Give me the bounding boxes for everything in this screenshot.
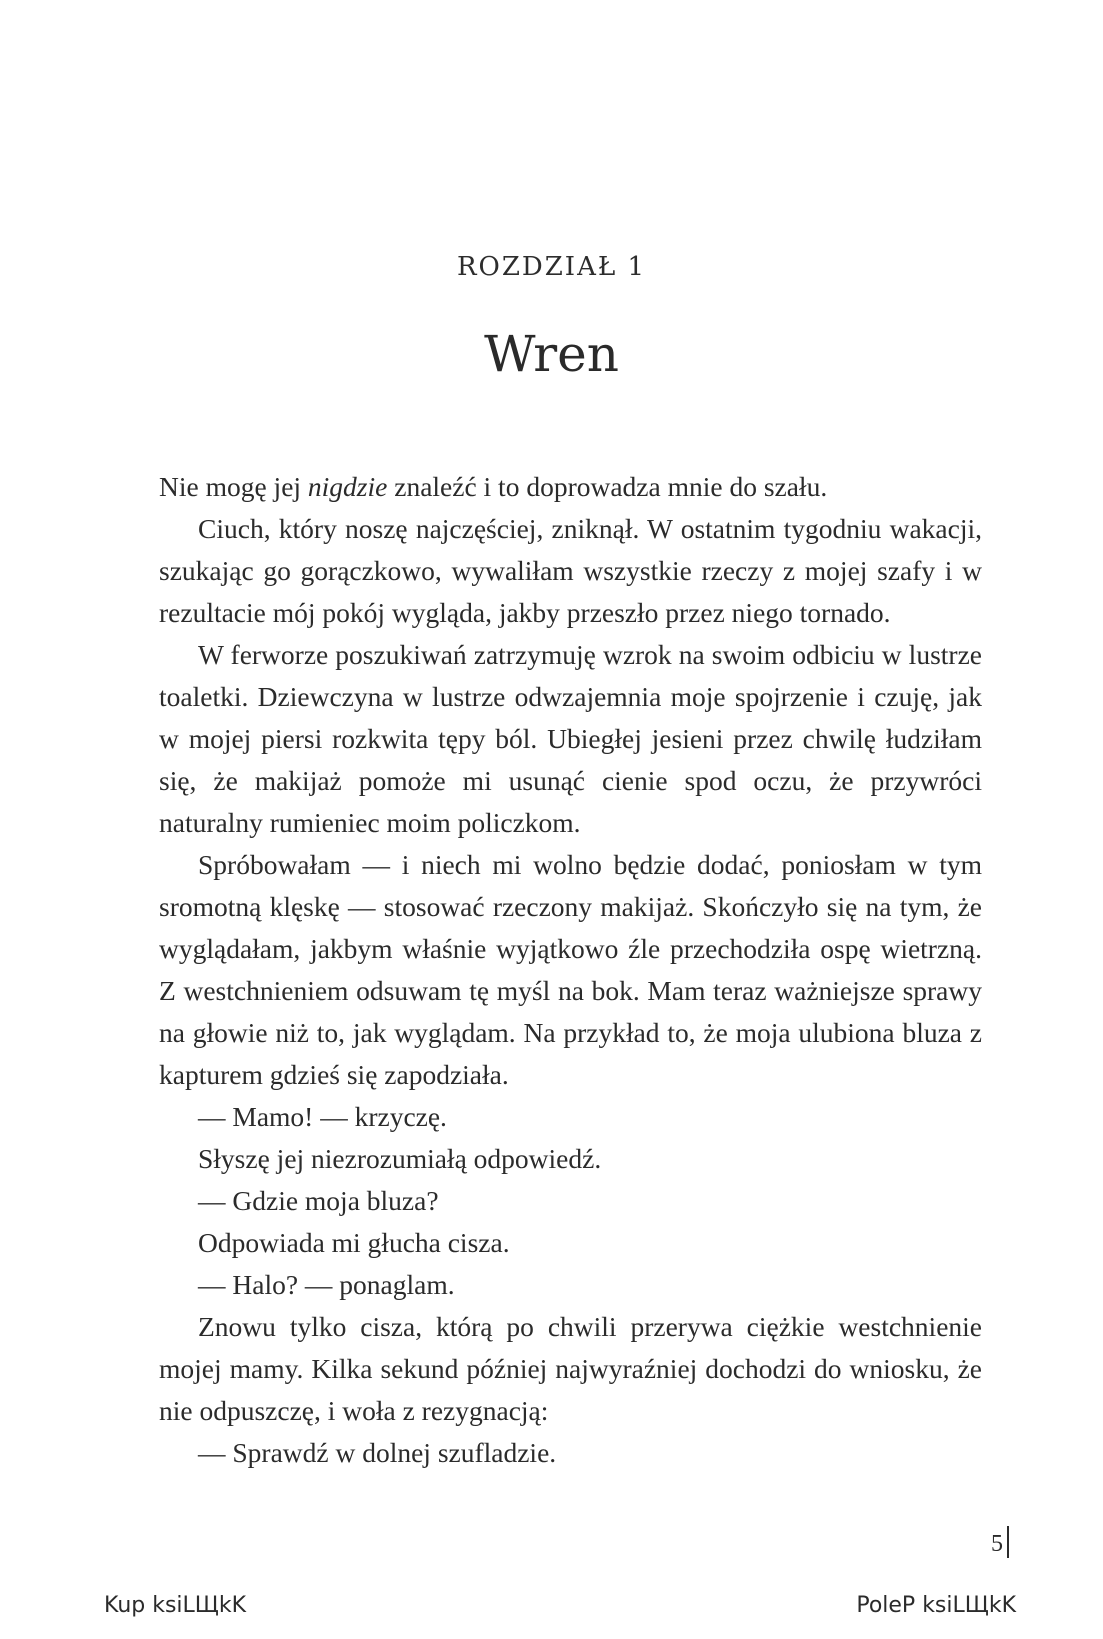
dialogue-line-2: — Gdzie moja bluza? [198, 1185, 439, 1216]
chapter-title: Wren [484, 325, 619, 383]
dialogue-line-1: — Mamo! — krzyczę. [198, 1101, 447, 1132]
paragraph-5: Słyszę jej niezrozumiałą odpowiedź. [198, 1143, 602, 1174]
paragraph-1-emphasis: nigdzie [307, 471, 388, 502]
paragraph-1-end: znaleźć i to doprowadza mnie do szału. [387, 471, 828, 502]
page-number-rule [1007, 1526, 1009, 1558]
paragraph-3: W ferworze poszukiwań zatrzymuję wzrok na swoim odbiciu w lustrze toaletki. Dziewczyna w lustrze odwzajemnia moje spojrzenie i czuję, jak w mojej piersi rozkwita tępy ból. Ubiegłej jesieni przez chwilę łudziłam się, że makijaż pomoże mi usunąć cienie spod oczu, że przywróci naturalny rumieniec moim policzkom. [159, 639, 982, 838]
dialogue-line-3: — Halo? — ponaglam. [198, 1269, 455, 1300]
chapter-body [159, 466, 982, 1474]
paragraph-2: Ciuch, który noszę najczęściej, zniknął. W ostatnim tygodniu wakacji, szukając go gorączkowo, wywaliłam wszystkie rzeczy z mojej szafy i w rezultacie mój pokój wygląda, jakby przeszło przez niego tornado. [159, 513, 982, 628]
paragraph-1 [159, 466, 982, 508]
paragraph-4: Spróbowałam — i niech mi wolno będzie dodać, poniosłam w tym sromotną klęskę — stosować rzeczony makijaż. Skończyło się na tym, że wyglądałam, jakbym właśnie wyjątkowo źle przechodziła ospę wietrzną. Z westchnieniem odsuwam tę myśl na bok. Mam teraz ważniejsze sprawy na głowie niż to, jak wyglądam. Na przykład to, że moja ulubiona bluza z kapturem gdzieś się zapodziała. [159, 849, 982, 1090]
page-number: 5 [991, 1531, 1003, 1557]
paragraph-1-start: Nie mogę jej [159, 471, 308, 502]
recommend-book-link[interactable]: PoleP ksiLЩkK [856, 1593, 1016, 1618]
paragraph-7: Znowu tylko cisza, którą po chwili przerywa ciężkie westchnienie mojej mamy. Kilka sekund później najwyraźniej dochodzi do wniosku, że nie odpuszczę, i woła z rezygnacją: [159, 1311, 982, 1426]
chapter-label: ROZDZIAŁ 1 [456, 252, 647, 282]
dialogue-line-4: — Sprawdź w dolnej szufladzie. [198, 1437, 557, 1468]
paragraph-6: Odpowiada mi głucha cisza. [198, 1227, 510, 1258]
buy-book-link[interactable]: Kup ksiLЩkK [104, 1593, 247, 1618]
